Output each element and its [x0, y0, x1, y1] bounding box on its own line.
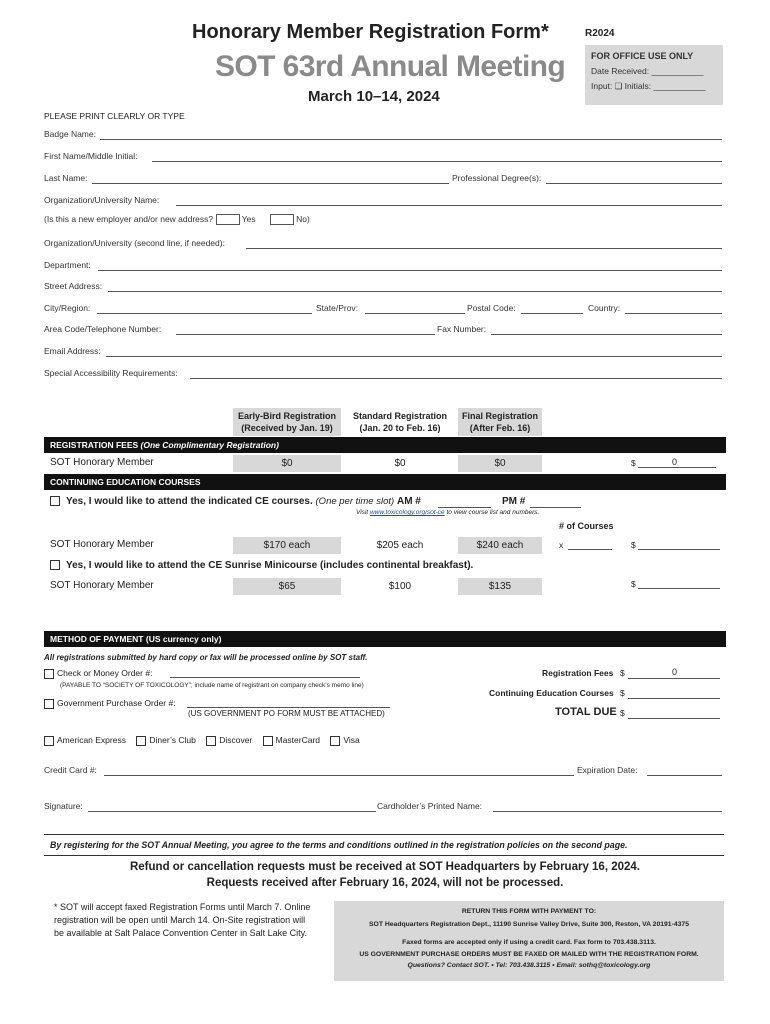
meeting-dates: March 10–14, 2024 — [308, 88, 440, 105]
exp-label: Expiration Date: — [577, 765, 638, 775]
diners-label: Diner’s Club — [149, 735, 196, 745]
card-options — [44, 735, 360, 746]
ce-courses-dollar: $ — [620, 688, 625, 698]
ce2-total-field[interactable] — [638, 588, 720, 589]
org2-label: Organization/University (second line, if needed): — [44, 238, 225, 248]
visa-label: Visa — [343, 735, 360, 745]
check-row: Check or Money Order #: — [44, 668, 152, 679]
new-employer-row — [44, 214, 310, 225]
cc-label: Credit Card #: — [44, 765, 97, 775]
refund-line-2: Requests received after February 16, 2024, will not be processed. — [206, 877, 564, 889]
street-field[interactable] — [108, 291, 722, 292]
sig-field[interactable] — [88, 811, 376, 812]
new-employer-yes-label: Yes — [241, 214, 256, 224]
access-label: Special Accessibility Requirements: — [44, 368, 178, 378]
num-courses-label: # of Courses — [559, 521, 614, 531]
reg-fees-field[interactable] — [628, 678, 720, 679]
first-name-field[interactable] — [152, 161, 722, 162]
return-heading: RETURN THIS FORM WITH PAYMENT TO: — [461, 908, 597, 915]
ce2-fee-standard: $100 — [388, 581, 412, 592]
new-employer-no-box[interactable] — [270, 214, 294, 225]
discover-label: Discover — [219, 735, 253, 745]
form-title: Honorary Member Registration Form* — [192, 21, 549, 43]
reg-fees-dollar: $ — [620, 668, 625, 678]
state-field[interactable] — [365, 313, 465, 314]
col-standard: Standard Registration (Jan. 20 to Feb. 16) — [352, 411, 447, 433]
reg-fees-label: Registration Fees — [542, 668, 614, 678]
payment-bar: METHOD OF PAYMENT (US currency only) — [44, 631, 726, 647]
gov-checkbox[interactable] — [44, 699, 54, 709]
check-note: (PAYABLE TO “SOCIETY OF TOXICOLOGY”; include name of registrant on company check’s memo line) — [60, 682, 364, 689]
total-due-field[interactable] — [628, 718, 720, 719]
ce-option-2: Yes, I would like to attend the CE Sunrise Minicourse (includes continental breakfast). — [50, 560, 473, 571]
holder-label: Cardholder’s Printed Name: — [377, 801, 483, 811]
amex-label: American Express — [57, 735, 126, 745]
visit-note: Visit www.toxicology.org/sot-ce to view course list and numbers. — [356, 509, 540, 516]
sig-label: Signature: — [44, 801, 83, 811]
country-field[interactable] — [625, 313, 722, 314]
country-label: Country: — [588, 303, 621, 313]
ce-x: x — [559, 540, 564, 550]
diners-checkbox[interactable] — [136, 736, 146, 746]
ce-member-label: SOT Honorary Member — [50, 539, 154, 550]
mastercard-label: MasterCard — [275, 735, 321, 745]
fax-note: * SOT will accept faxed Registration Forms until March 7. Online registration will be open until March 14. On-Site registration will be available at Salt Palace Convention Center in Salt Lake City. — [54, 902, 311, 938]
gov-po-note: US GOVERNMENT PURCHASE ORDERS MUST BE FAXED OR MAILED WITH THE REGISTRATION FORM. — [359, 951, 699, 958]
holder-field[interactable] — [493, 811, 722, 812]
ce2-fee-final: $135 — [458, 578, 542, 595]
street-label: Street Address: — [44, 281, 103, 291]
reg-total-value: 0 — [672, 457, 678, 467]
fee-final: $0 — [458, 455, 542, 472]
last-name-field[interactable] — [92, 183, 449, 184]
new-employer-no-label: No) — [296, 214, 310, 224]
ce-link[interactable]: www.toxicology.org/sot-ce — [369, 509, 445, 516]
footer-divider-top — [44, 834, 724, 835]
discover-checkbox[interactable] — [206, 736, 216, 746]
am-field[interactable] — [438, 507, 491, 508]
print-note: PLEASE PRINT CLEARLY OR TYPE — [44, 111, 185, 121]
form-code: R2024 — [585, 28, 615, 39]
payment-note: All registrations submitted by hard copy or fax will be processed online by SOT staff. — [44, 653, 368, 662]
first-name-label: First Name/Middle Initial: — [44, 151, 138, 161]
pm-field[interactable] — [530, 507, 581, 508]
city-field[interactable] — [97, 313, 312, 314]
refund-line-1: Refund or cancellation requests must be received at SOT Headquarters by February 16, 2024. — [129, 861, 640, 873]
return-address: SOT Headquarters Registration Dept., 11190 Sunrise Valley Drive, Suite 300, Reston, VA 20191-4375 — [369, 921, 689, 928]
badge-field[interactable] — [100, 139, 722, 140]
ce2-fee-early: $65 — [233, 578, 341, 595]
new-employer-label: (Is this a new employer and/or new address? — [44, 214, 214, 224]
office-date-received[interactable]: Date Received: ___________ — [591, 66, 704, 76]
reg-fees-value: 0 — [672, 667, 678, 677]
dept-label: Department: — [44, 260, 91, 270]
registration-fees-bar: REGISTRATION FEES (One Complimentary Registration) — [44, 437, 726, 453]
office-input[interactable]: Input: ❑ Initials: ___________ — [591, 81, 706, 91]
degree-field[interactable] — [546, 183, 722, 184]
cc-field[interactable] — [104, 775, 574, 776]
ce-option-1: Yes, I would like to attend the indicated CE courses. (One per time slot) AM # — [50, 496, 421, 507]
questions-note: Questions? Contact SOT. • Tel: 703.438.3115 • Email: sothq@toxicology.org — [407, 962, 651, 969]
terms-note: By registering for the SOT Annual Meeting, you agree to the terms and conditions outlined in the registration policies on the second page. — [50, 840, 628, 850]
reg-total-dollar: $ — [631, 458, 636, 468]
col-early-bird: Early-Bird Registration (Received by Jan. 19) — [233, 408, 341, 436]
visa-checkbox[interactable] — [330, 736, 340, 746]
office-heading: FOR OFFICE USE ONLY — [591, 51, 694, 61]
meeting-title: SOT 63rd Annual Meeting — [215, 50, 566, 83]
postal-field[interactable] — [521, 313, 583, 314]
am-label: AM # — [396, 496, 421, 507]
access-field[interactable] — [190, 378, 722, 379]
amex-checkbox[interactable] — [44, 736, 54, 746]
dept-field[interactable] — [98, 270, 722, 271]
ce-fee-standard: $205 each — [376, 540, 424, 551]
postal-label: Postal Code: — [467, 303, 516, 313]
fax-label: Fax Number: — [437, 324, 487, 334]
org-field[interactable] — [176, 205, 722, 206]
last-name-label: Last Name: — [44, 173, 88, 183]
check-field[interactable] — [170, 677, 360, 678]
email-label: Email Address: — [44, 346, 101, 356]
state-label: State/Prov: — [316, 303, 359, 313]
ce-fee-final: $240 each — [458, 537, 542, 554]
check-checkbox[interactable] — [44, 669, 54, 679]
org-label: Organization/University Name: — [44, 195, 160, 205]
ce-courses-field[interactable] — [628, 698, 720, 699]
email-field[interactable] — [106, 356, 722, 357]
footer-divider-bottom — [44, 855, 724, 856]
gov-note: (US GOVERNMENT PO FORM MUST BE ATTACHED) — [188, 709, 385, 718]
gov-row: Government Purchase Order #: — [44, 698, 176, 709]
total-due-dollar: $ — [620, 708, 625, 718]
phone-field[interactable] — [176, 334, 435, 335]
ce-dollar: $ — [631, 540, 636, 550]
reg-total-field[interactable] — [638, 467, 716, 468]
ce-member2-label: SOT Honorary Member — [50, 580, 154, 591]
exp-field[interactable] — [647, 775, 722, 776]
ce-option-1-checkbox[interactable] — [50, 496, 60, 506]
ce-option-2-checkbox[interactable] — [50, 560, 60, 570]
mastercard-checkbox[interactable] — [263, 736, 273, 746]
return-box — [334, 901, 724, 981]
total-due-label: TOTAL DUE — [555, 706, 617, 718]
honorary-member-label: SOT Honorary Member — [50, 457, 154, 468]
fax-field[interactable] — [491, 334, 722, 335]
new-employer-yes-box[interactable] — [216, 214, 240, 225]
ce-courses-label: Continuing Education Courses — [489, 688, 614, 698]
ce-bar: CONTINUING EDUCATION COURSES — [44, 474, 726, 490]
org2-field[interactable] — [246, 248, 722, 249]
degree-label: Professional Degree(s): — [452, 173, 542, 183]
registration-fees-note: (One Complimentary Registration) — [140, 440, 279, 450]
phone-label: Area Code/Telephone Number: — [44, 324, 162, 334]
city-label: City/Region: — [44, 303, 91, 313]
pm-label: PM # — [502, 496, 526, 507]
ce2-dollar: $ — [631, 579, 636, 589]
fee-early-bird: $0 — [233, 455, 341, 472]
ce-total-field[interactable] — [638, 549, 720, 550]
ce-num-field[interactable] — [568, 549, 612, 550]
gov-field[interactable] — [187, 707, 390, 708]
fee-standard: $0 — [394, 458, 406, 469]
col-final: Final Registration (After Feb. 16) — [458, 408, 542, 436]
badge-label: Badge Name: — [44, 129, 96, 139]
office-use-box — [585, 45, 723, 105]
faxed-note: Faxed forms are accepted only if using a credit card. Fax form to 703.438.3113. — [402, 939, 656, 946]
ce-fee-early: $170 each — [233, 537, 341, 554]
